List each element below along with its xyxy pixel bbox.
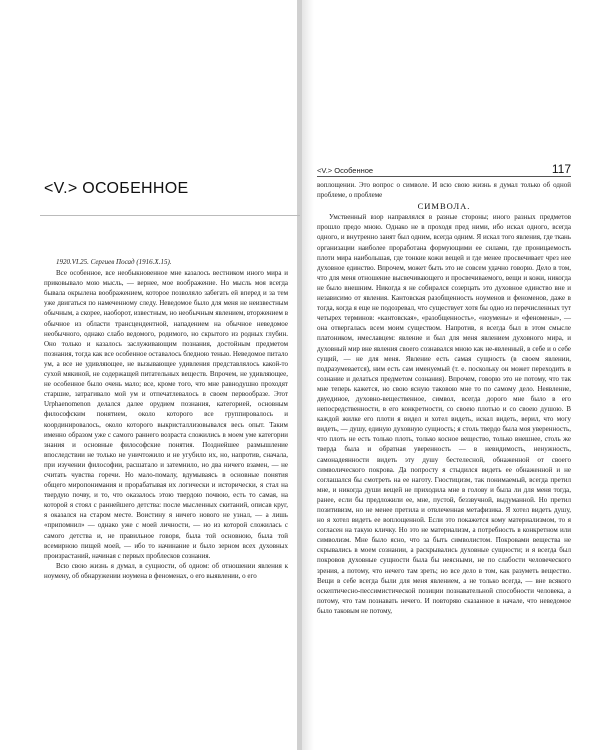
intro-paragraph: воплощении. Это вопрос о символе. И всю свою жизнь я думал только об одной проблеме, о проблеме xyxy=(317,181,571,200)
right-text-column xyxy=(317,180,571,616)
gutter-shadow xyxy=(302,0,314,750)
left-text-column xyxy=(44,257,288,581)
chapter-heading: <V.> ОСОБЕННОЕ xyxy=(44,180,189,197)
body-paragraph: Умственный взор направлялся в разные стороны; иного разных предметов прошло предо мною. Однако не в проходя пред ними, ибо искал одного, всегда одного, и внутренно занят был одним, всегда одним. Я искал того явления, где ткань организации наиболее проработана формующими ее силами, где проницаемость плоти мира наибольшая, где тонкие кожи вещей и где менее просвечивает чрез нее духовное единство. Впрочем, может быть это не совсем удачно говорю. Дело в том, что для меня отношение высвечивающего и просвечиваемого, вещи и кожи, никогда не было внешним. Никогда я не собирался созерцать это духовное единство вне и независимо от явления. Кантовская разобщенность ноуменов и феноменов, даже в тогда, когда я еще не подозревал, что существует хотя бы одно из перечисленных тут четырех терминов: «кантовская», «разобщенность», «ноумены» и «феномены», — она отвергалась всем моим существом. Напротив, я всегда был в этом смысле платоником, имеславцем: явление и был для меня явлением духовного мира, и духовный мир вне явления своего сознавался мною как не-явленный, в себе и о себе сущий, — не для меня. Явление есть самая сущность (в своем явлении, подразумевается), ним есть сам именуемый (т. е. поскольку он может переходить в сознание и делаться предметом сознания). Впрочем, говорю это не потому, что так мне теперь кажется, но свою ясную таковою мне то по самому дело. Неявление, двуединое, духовно-вещественное, символ, всегда дорого мне было в его непосредственности, в его конкретности, со своею плотью и со своею душою. В каждой жилке его плоти я видел и хотел видеть, искал видеть, верил, что могу видеть, — душу, единую духовную сущность; я столь твердо была моя уверенность, что плоть не есть только плоть, только косное вещество, только внешнее, столь же тверда была и обратная уверенность — в невидимость, ненужность, самонадеянности видеть эту душу бестелесной, обнаженной от своего символического покрова. Да попросту я стыдился видеть ее обнаженной и не соглашался бы смотреть на ее наготу. Гностицизм, так понимаемый, всегда претил мне, и никогда души вещей не приходила мне в голову и была ли для меня тогда, ранее, если бы предложили ее, мне, пустой, беззвучной, выдуманной. Но претил позитивизм, но не менее претила и отвлеченная метафизика. Я хотел видеть душу, но я хотел видеть ее воплощенной. Если это покажется кому материализмом, то я согласен на такую кличку. Но это не материализм, а потребность в конкретном или символизм. Мне было ясно, что за быть символистом. Покровами вещества не скрывались в моем сознании, а раскрывались духовные сущности; и я всегда был покровов духовные сущности была бы неясными, не по слабости человеческого зрения, а потому, что нечего там зреть; но все дело в том, как разуметь вещество. Вещи в себе всегда были для меня явлением, а не только всегда, — вне всякого оскептичесно-пессимистической позиции познавательной способности человека, а потому, что там познавать нечего. И повторяю сказанное в начале, что неведомое было таковым не потому, xyxy=(317,213,571,615)
entry-date: 1920.VI.25. xyxy=(56,258,89,266)
section-subheading: СИМВОЛА. xyxy=(417,201,471,212)
page-number: 117 xyxy=(551,162,571,176)
date-entry xyxy=(44,257,288,267)
body-paragraph: Все особенное, все необыкновенное мне казалось вестником иного мира и приковывало мою мысль, — вернее, мое воображение. Но мысль моя всегда бывала окрылена воображением, которое позволяло забегать ей вперед и за тем уже двигаться по намеченному следу. Неведомое было для меня не неизвестным обычным, а скорее, наоборот, известным, но необычным явлением, вторжением в обычное из области трансцендентной, нападением на обычное неведомое необычного, однако слабо ведомого, родимого, но скрытого из родных глубин. Оно только и казалось заслуживающим познания, достойным предметом познания, тогда как все особенное оставалось бледною тенью. Неведомое питало ум, а все не удивляющее, не вызывающее удивления представлялось какой-то сухой мякиной, не содержащей питательных веществ. Впрочем, не удивляющее, не особенное было очень мало; все, кроме того, что мне равнодушно проходят старшие, затрагивало мой ум и отпечатлевалось в своем первообразе. Этот Urphaenomenon делался далее орудием познания, категорией, основным философским понятием, около которого все группировалось и координировалось, около которого выкристаллизовывался весь опыт. Таким именно образом уже с самого раннего возраста сложились в моем уме категории знания и основные философские понятия. Позднейшее размышление впоследствии не только не уничтожило и не угубило их, но, напротив, сначала, при изучении философии, расшатало и затемнило, но два ничего взамен, — не считать чувства горечи. Но мало-помалу, вдумываясь в основные понятия общего миропонимания и прорабатывая их логически и исторически, я стал на твердую почву, и то, что оказалось этою твердою почвою, есть то самая, на которой я стоял с раннейшего детства: после мысленных скитаний, описав круг, я оказался на старом месте. Воистину я ничего нового не узнал, — а лишь «припомнил» — однако уже с моей личности, — но из которой сложилась с самого детства и, не правильное говоря, была той основною, была той всемирною пищей моей, — ибо то начинание и было зерном всех духовных произрастаний, начиная с первых проблесков сознания. xyxy=(44,269,288,560)
running-header xyxy=(317,162,571,177)
entry-place: Сергиев Посад (1916.X.15). xyxy=(90,258,172,266)
running-header-section: <V.> Особенное xyxy=(317,166,374,175)
heading-rule xyxy=(40,215,300,216)
body-paragraph: Всю свою жизнь я думал, в сущности, об одном: об отношении явления к ноумену, об обнаружении ноумена в феноменах, о его выявлении, о его xyxy=(44,561,288,580)
